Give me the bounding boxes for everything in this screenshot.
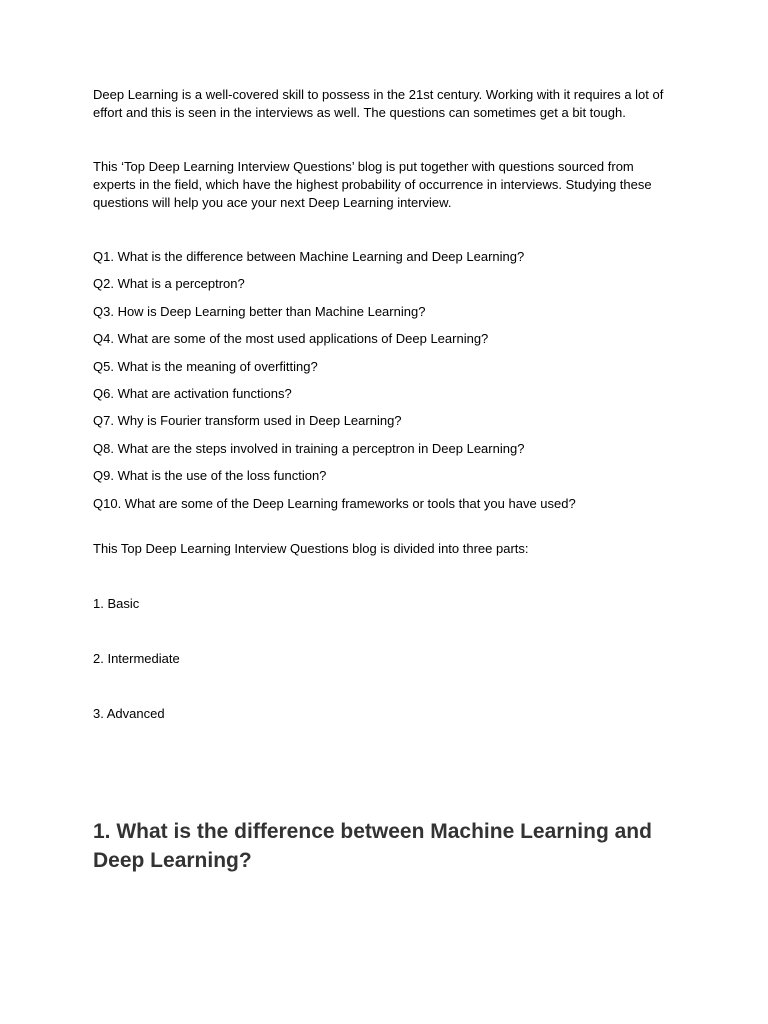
question-item: Q4. What are some of the most used applications of Deep Learning?	[93, 331, 489, 347]
question-item: Q6. What are activation functions?	[93, 385, 292, 401]
question-item: Q1. What is the difference between Machine Learning and Deep Learning?	[93, 249, 525, 264]
question-item: Q3. How is Deep Learning better than Machine Learning?	[93, 303, 426, 319]
question-item: Q10. What are some of the Deep Learning frameworks or tools that you have used?	[93, 495, 576, 511]
question-item: Q9. What is the use of the loss function?	[93, 468, 327, 484]
question-item: Q5. What is the meaning of overfitting?	[93, 358, 318, 374]
parts-intro: This Top Deep Learning Interview Questions blog is divided into three parts:	[93, 540, 529, 556]
question-item: Q7. Why is Fourier transform used in Deep Learning?	[93, 413, 402, 429]
part-item-intermediate: 2. Intermediate	[93, 650, 180, 666]
part-item-basic: 1. Basic	[93, 595, 140, 611]
part-item-advanced: 3. Advanced	[93, 705, 165, 721]
question-list	[93, 248, 673, 513]
section-heading: 1. What is the difference between Machine Learning and Deep Learning?	[93, 820, 652, 872]
intro-paragraph-1: Deep Learning is a well-covered skill to possess in the 21st century. Working with it requires a lot of effort and this is seen in the interviews as well. The questions can sometimes get a bit tough.	[93, 87, 664, 120]
question-item: Q2. What is a perceptron?	[93, 276, 245, 292]
question-item: Q8. What are the steps involved in training a perceptron in Deep Learning?	[93, 440, 525, 456]
intro-paragraph-2: This ‘Top Deep Learning Interview Questions’ blog is put together with questions sourced from experts in the field, which have the highest probability of occurrence in interviews. Studying these questions will help you ace your next Deep Learning interview.	[93, 159, 652, 210]
document-body	[93, 86, 673, 736]
